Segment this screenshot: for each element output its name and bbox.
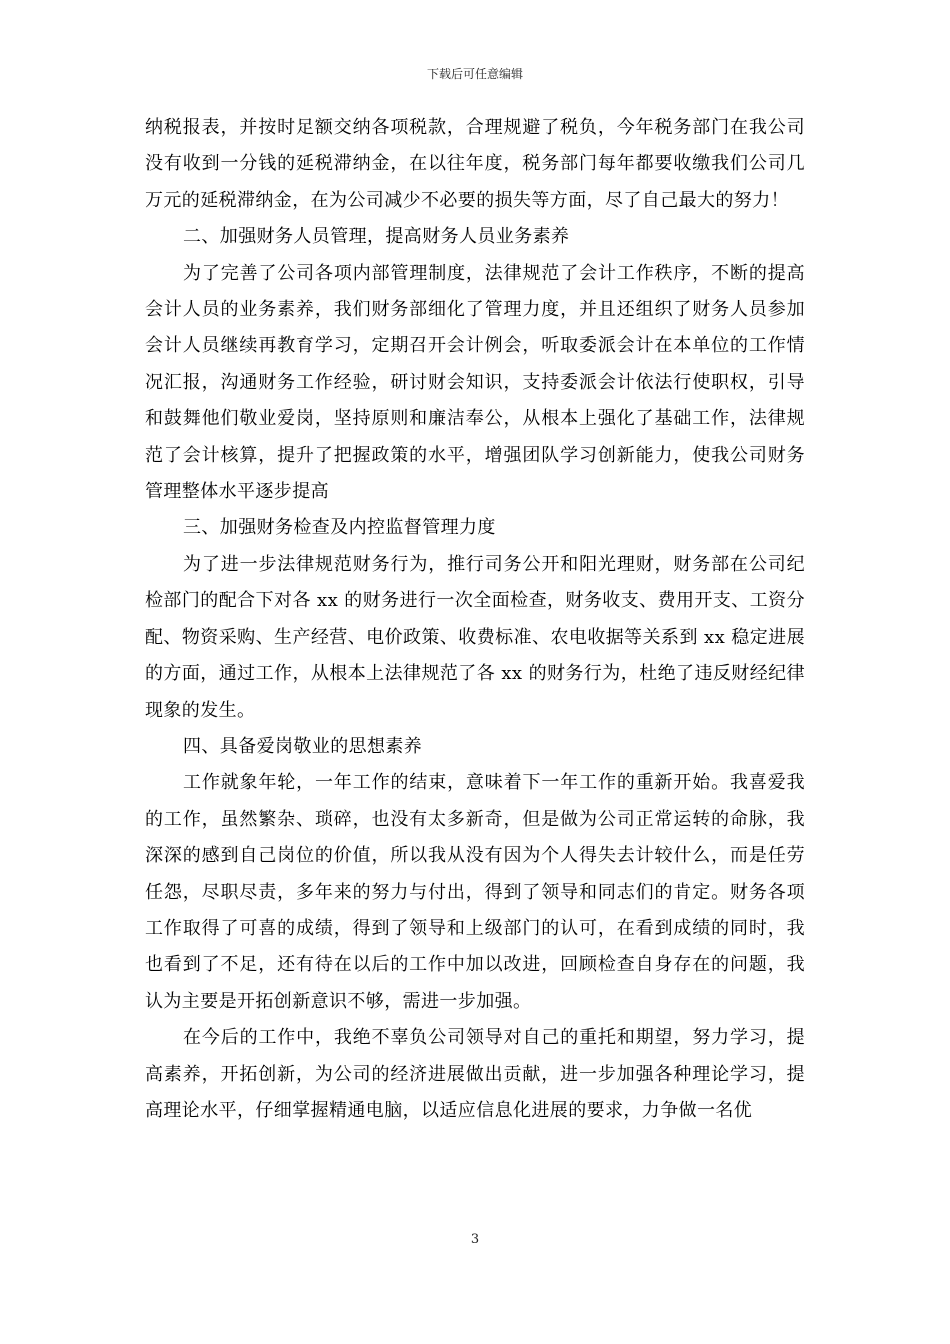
paragraph-dedication: 工作就象年轮，一年工作的结束，意味着下一年工作的重新开始。我喜爱我的工作，虽然繁杂、琐碎，也没有太多新奇，但是做为公司正常运转的命脉，我深深的感到自己岗位的价值，所以我从没有因为个人得失去计较什么，而是任劳任怨，尽职尽责，多年来的努力与付出，得到了领导和同志们的肯定。财务各项工作取得了可喜的成绩，得到了领导和上级部门的认可，在看到成绩的同时，我也看到了不足，还有待在以后的工作中加以改进，回顾检查自身存在的问题，我认为主要是开拓创新意识不够，需进一步加强。 [145,772,805,1012]
section-heading-internal-control: 三、加强财务检查及内控监督管理力度 [183,517,496,539]
paragraph-staff-management: 为了完善了公司各项内部管理制度，法律规范了会计工作秩序，不断的提高会计人员的业务素养，我们财务部细化了管理力度，并且还组织了财务人员参加会计人员继续再教育学习，定期召开会计例会，听取委派会计在本单位的工作情况汇报，沟通财务工作经验，研讨财会知识，支持委派会计依法行使职权，引导和鼓舞他们敬业爱岗，坚持原则和廉洁奉公，从根本上强化了基础工作，法律规范了会计核算，提升了把握政策的水平，增强团队学习创新能力，使我公司财务管理整体水平逐步提高 [145,262,805,503]
paragraph-tax-conclusion: 纳税报表，并按时足额交纳各项税款，合理规避了税负，今年税务部门在我公司没有收到一分钱的延税滞纳金，在以往年度，税务部门每年都要收缴我们公司几万元的延税滞纳金，在为公司减少不必要的损失等方面，尽了自己最大的努力！ [145,117,805,211]
paragraph-future-work: 在今后的工作中，我绝不辜负公司领导对自己的重托和期望，努力学习，提高素养，开拓创新，为公司的经济进展做出贡献，进一步加强各种理论学习，提高理论水平，仔细掌握精通电脑，以适应信息化进展的要求，力争做一名优 [145,1027,805,1121]
document-body [145,110,805,1129]
section-heading-dedication: 四、具备爱岗敬业的思想素养 [183,735,423,757]
paragraph-internal-control: 为了进一步法律规范财务行为，推行司务公开和阳光理财，财务部在公司纪检部门的配合下对各 xx 的财务进行一次全面检查，财务收支、费用开支、工资分配、物资采购、生产经营、电价政策、收费标准、农电收据等关系到 xx 稳定进展的方面，通过工作，从根本上法律规范了各 xx 的财务行为，杜绝了违反财经纪律现象的发生。 [145,553,805,721]
page-header-note: 下载后可任意编辑 [426,67,523,81]
page-number: 3 [470,1232,480,1247]
section-heading-staff-management: 二、加强财务人员管理，提高财务人员业务素养 [183,226,570,248]
